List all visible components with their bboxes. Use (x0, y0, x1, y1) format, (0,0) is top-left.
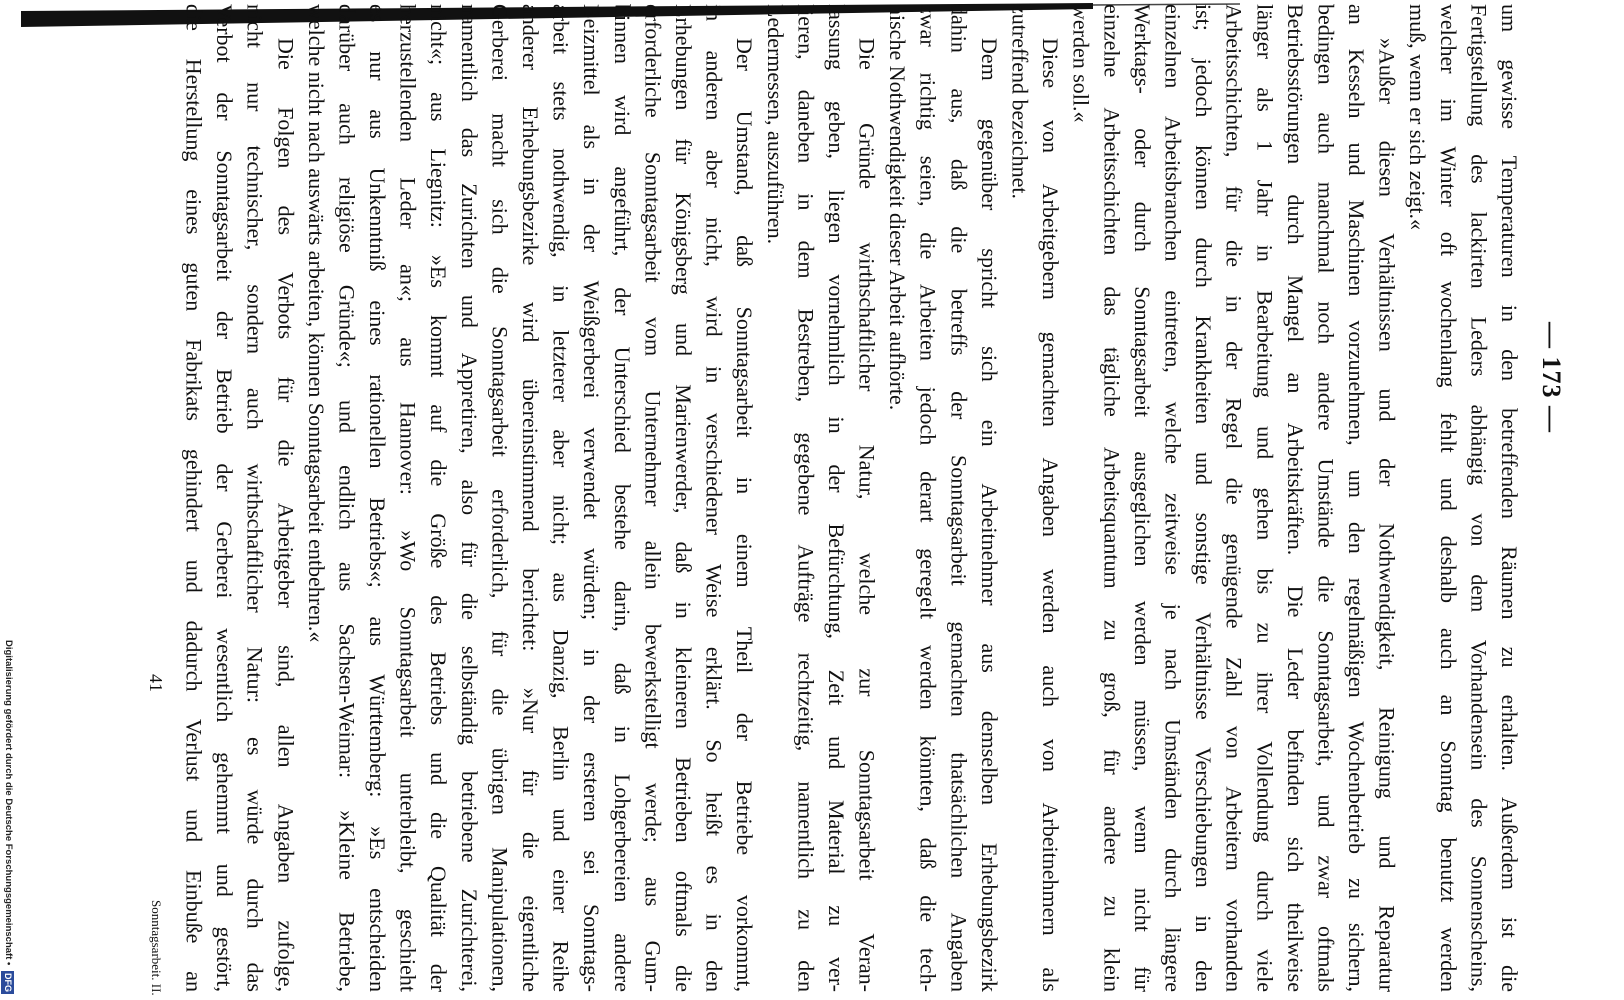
text-line: Die Gründe wirthschaftlicher Natur, welche zur Sonntagsarbeit Veran- (854, 38, 880, 992)
text-line: Verbot der Sonntagsarbeit der Betrieb der Gerberei wesentlich gehemmt und gestört, (212, 4, 238, 992)
text-line: anderer Erhebungsbezirke wird übereinstimmend berichtet: »Nur für die eigentliche (518, 4, 543, 992)
text-line: darüber auch religiöse Gründe«; und endlich aus Sachsen-Weimar: »Kleine Betriebe, (334, 4, 360, 992)
text-line: es nur aus Unkenntniß eines rationellen Betriebs«; aus Württemberg: »Es entscheiden (365, 4, 391, 992)
text-line: Fertigstellung des lackirten Leders abhängig von dem Vorhandensein des Sonnenscheins, (1466, 4, 1492, 992)
text-line: um gewisse Temperaturen in den betreffenden Räumen zu erhalten. Außerdem ist die (1497, 4, 1522, 992)
text-line: Dem gegenüber spricht sich ein Arbeitnehmer aus demselben Erhebungsbezirk (976, 38, 1002, 992)
text-line: herzustellenden Leder an«; aus Hannover: »Wo Sonntagsarbeit unterbleibt, geschieht (395, 4, 421, 992)
text-line: ist; jedoch können durch Krankheiten und sonstige Verhältnisse Verschiebungen in den (1191, 4, 1217, 992)
text-line: zutreffend bezeichnet. (1007, 4, 1033, 200)
text-line: Erhebungen für Königsberg und Marienwerder, daß in kleineren Betrieben oftmals die (670, 4, 696, 992)
text-line: lieren, daneben in dem Bestreben, gegebene Aufträge rechtzeitig, namentlich zu den (793, 4, 819, 992)
body-text (177, 4, 1524, 992)
text-line: werden soll.« (1068, 4, 1094, 123)
text-line: einzelne Arbeitsschichten das tägliche Arbeitsquantum zu groß, für andere zu klein (1099, 4, 1125, 992)
text-line: Gerberei macht sich die Sonntagsarbeit erforderlich, für die übrigen Manipulationen, (487, 4, 513, 992)
text-line: welcher im Winter oft wochenlang fehlt und deshalb auch an Sonntag benutzt werden (1435, 4, 1461, 992)
text-line: dahin aus, daß die betreffs der Sonntagsarbeit gemachten thatsächlichen Angaben (946, 4, 972, 992)
text-line: einzelnen Arbeitsbranchen eintreten, welche zeitweise je nach Umständen durch längere (1160, 4, 1186, 992)
text-line: Diese von Arbeitgebern gemachten Angaben werden auch von Arbeitnehmern als (1038, 38, 1064, 992)
text-line: die Herstellung eines guten Fabrikats gehindert und dadurch Verlust und Einbuße an (181, 4, 207, 992)
text-line: »Außer diesen Verhältnissen und der Nothwendigkeit, Reinigung und Reparatur (1374, 38, 1400, 992)
text-line: nicht«; aus Liegnitz: »Es kommt auf die Größe des Betriebs und die Qualität der (426, 4, 452, 992)
text-line: lassung geben, liegen vornehmlich in der Befürchtung, Zeit und Material zu ver- (823, 4, 849, 992)
text-line: namentlich das Zurichten und Appretiren, also für die selbständig betriebene Zurichterei, (456, 4, 482, 992)
text-line: in anderen aber nicht, wird in verschiedener Weise erklärt. So heißt es in den (701, 4, 727, 992)
text-line: erforderliche Sonntagsarbeit vom Unternehmer allein bewerkstelligt werde; aus Gum- (640, 4, 666, 992)
sheet-number: 41 (146, 674, 166, 692)
text-line: arbeit stets nothwendig, in letzterer aber nicht; aus Danzig, Berlin und einer Reihe (548, 4, 574, 992)
text-line: nicht nur technischer, sondern auch wirthschaftlicher Natur: es würde durch das (242, 4, 268, 992)
text-line: Betriebsstörungen durch Mangel an Arbeitskräften. Die Leder befinden sich theilweise (1282, 4, 1308, 992)
footer-signature: Sonntagsarbeit. II. (149, 900, 164, 996)
text-line: nische Nothwendigkeit dieser Arbeit aufhörte. (885, 4, 911, 411)
text-line: Ledermessen, auszuführen. (762, 4, 788, 245)
text-line: zwar richtig seien, die Arbeiten jedoch derart geregelt werden könnten, daß die tech- (915, 4, 941, 992)
digitization-stamp (1, 640, 15, 994)
text-line: Die Folgen des Verbots für die Arbeitgeber sind, allen Angaben zufolge, (273, 38, 299, 992)
text-line: Werktags- oder durch Sonntagsarbeit ausgeglichen werden müssen, wenn nicht für (1129, 4, 1155, 992)
text-line: an Kesseln und Maschinen vorzunehmen, um den regelmäßigen Wochenbetrieb zu sichern, (1344, 4, 1370, 992)
stamp-text: Digitalisierung gefördert durch die Deutsche Forschungsgemeinschaft • (3, 640, 14, 966)
page-number: — 173 — (1537, 322, 1566, 433)
text-line: welche nicht nach auswärts arbeiten, können Sonntagsarbeit entbehren.« (303, 4, 329, 643)
text-line: Arbeitsschichten, für die in der Regel die genügende Zahl von Arbeitern vorhanden (1221, 4, 1247, 992)
text-line: muß, wenn er sich zeigt.« (1405, 4, 1431, 231)
text-line: Der Umstand, daß Sonntagsarbeit in einem Theil der Betriebe vorkommt, (732, 38, 758, 992)
text-line: bedingen auch manchmal noch andere Umstände die Sonntagsarbeit, und zwar oftmals (1313, 4, 1339, 992)
text-line: binnen wird angeführt, der Unterschied bestehe darin, daß in Lohgerbereien andere (609, 4, 635, 992)
dfg-logo-icon: DFG (3, 973, 13, 992)
text-line: Beizmittel als in der Weißgerberei verwendet würden; in der ersteren sei Sonntags- (579, 4, 605, 992)
text-line: länger als 1 Jahr in Bearbeitung und gehen bis zu ihrer Vollendung durch viele (1252, 4, 1278, 992)
